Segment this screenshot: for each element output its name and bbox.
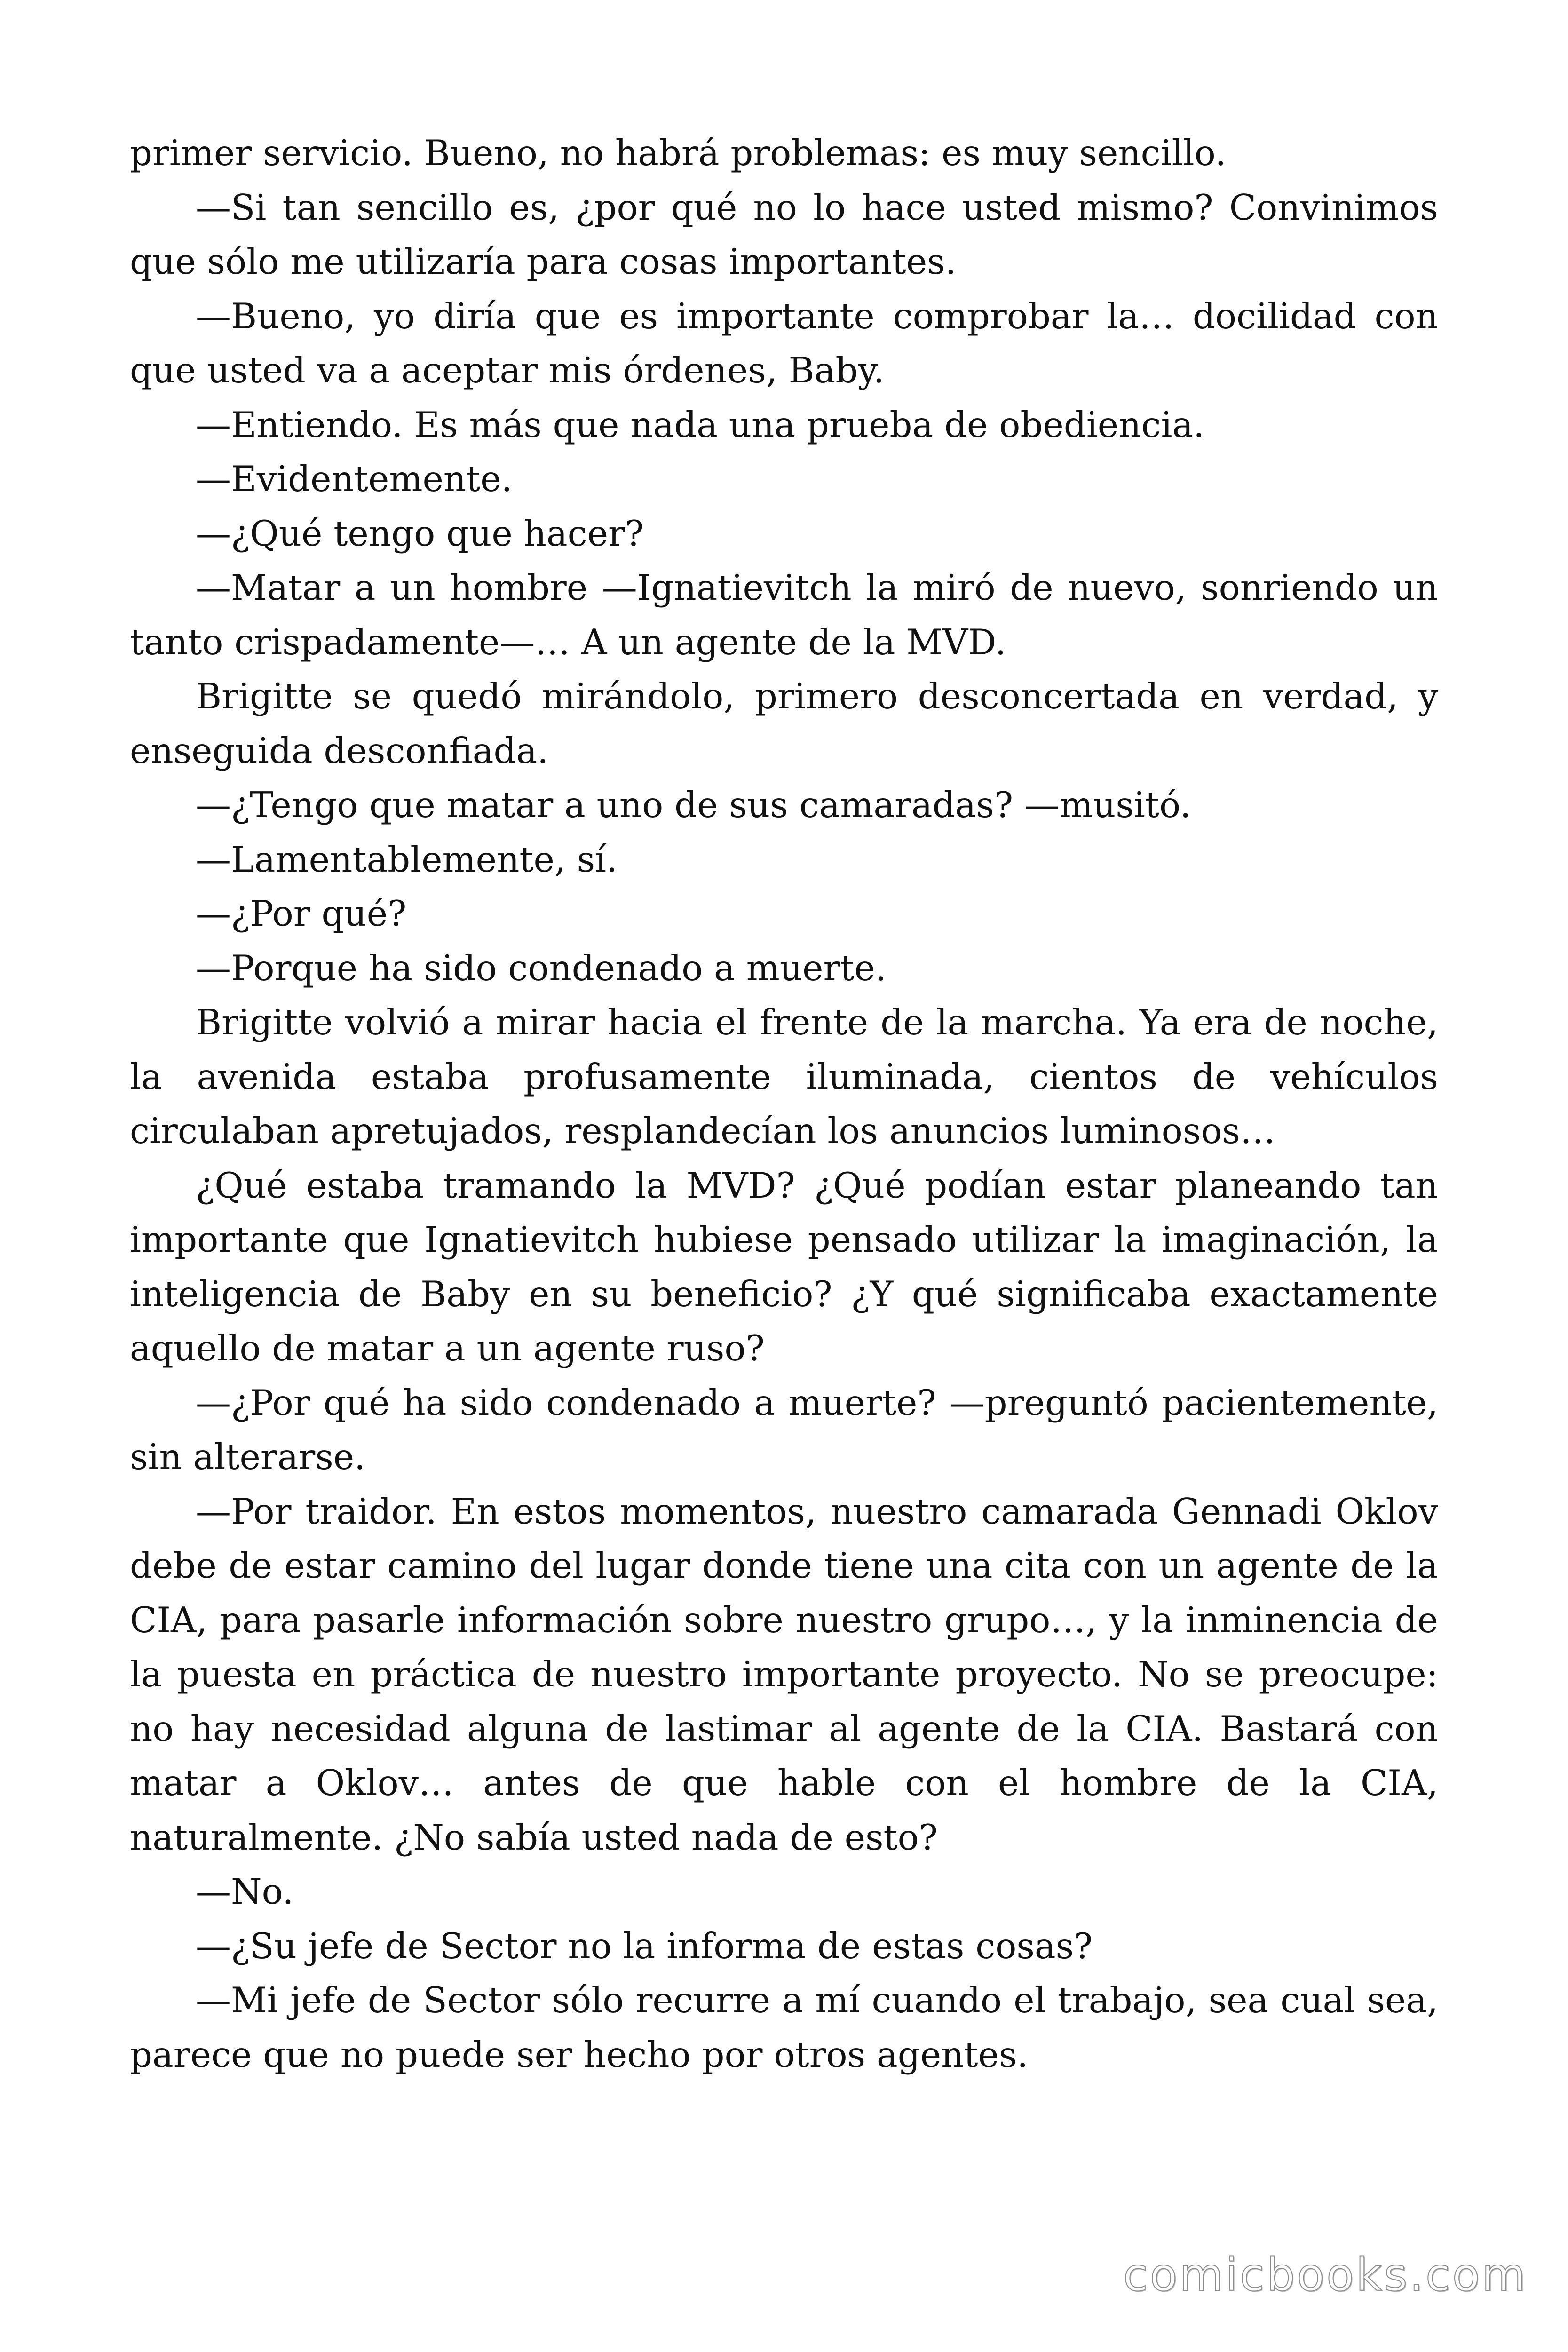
paragraph: ¿Qué estaba tramando la MVD? ¿Qué podían estar planeando tan importante que Ignatievitch hubiese pensado utilizar la imaginación, la inteligencia de Baby en su beneficio? ¿Y qué significaba exactamente aquello de matar a un agente ruso? — [130, 1164, 1438, 1369]
paragraph: —¿Tengo que matar a uno de sus camaradas? —musitó. — [196, 784, 1191, 826]
paragraph: —¿Qué tengo que hacer? — [196, 512, 644, 554]
paragraph-continuation: primer servicio. Bueno, no habrá problemas: es muy sencillo. — [130, 132, 1227, 174]
paragraph: —Entiendo. Es más que nada una prueba de obediencia. — [196, 404, 1205, 445]
paragraph: —Por traidor. En estos momentos, nuestro camarada Gennadi Oklov debe de estar camino del lugar donde tiene una cita con un agente de la CIA, para pasarle información sobre nuestro grupo…, y la inminencia de la puesta en práctica de nuestro importante proyecto. No se preocupe: no hay necesidad alguna de lastimar al agente de la CIA. Bastará con matar a Oklov… antes de que hable con el hombre de la CIA, naturalmente. ¿No sabía usted nada de esto? — [130, 1490, 1438, 1858]
watermark-logo: comicbooks.com — [1123, 2249, 1528, 2301]
book-page-text — [130, 126, 1438, 2082]
paragraph: —Si tan sencillo es, ¿por qué no lo hace usted mismo? Convinimos que sólo me utilizaría para cosas importantes. — [130, 186, 1438, 282]
paragraph: —¿Su jefe de Sector no la informa de estas cosas? — [196, 1925, 1093, 1967]
paragraph: Brigitte se quedó mirándolo, primero desconcertada en verdad, y enseguida desconfiada. — [130, 675, 1438, 771]
paragraph: —Bueno, yo diría que es importante comprobar la… docilidad con que usted va a aceptar mis órdenes, Baby. — [130, 295, 1438, 391]
paragraph: Brigitte volvió a mirar hacia el frente de la marcha. Ya era de noche, la avenida estaba profusamente iluminada, cientos de vehículos circulaban apretujados, resplandecían los anuncios luminosos… — [130, 1001, 1438, 1152]
paragraph: —¿Por qué ha sido condenado a muerte? —preguntó pacientemente, sin alterarse. — [130, 1382, 1438, 1478]
paragraph: —Matar a un hombre —Ignatievitch la miró de nuevo, sonriendo un tanto crispadamente—… A un agente de la MVD. — [130, 567, 1438, 663]
paragraph: —Mi jefe de Sector sólo recurre a mí cuando el trabajo, sea cual sea, parece que no puede ser hecho por otros agentes. — [130, 1979, 1438, 2075]
paragraph: —No. — [196, 1871, 294, 1912]
paragraph: —¿Por qué? — [196, 893, 407, 934]
paragraph: —Lamentablemente, sí. — [196, 838, 618, 880]
paragraph: —Evidentemente. — [196, 458, 513, 500]
paragraph: —Porque ha sido condenado a muerte. — [196, 947, 887, 989]
